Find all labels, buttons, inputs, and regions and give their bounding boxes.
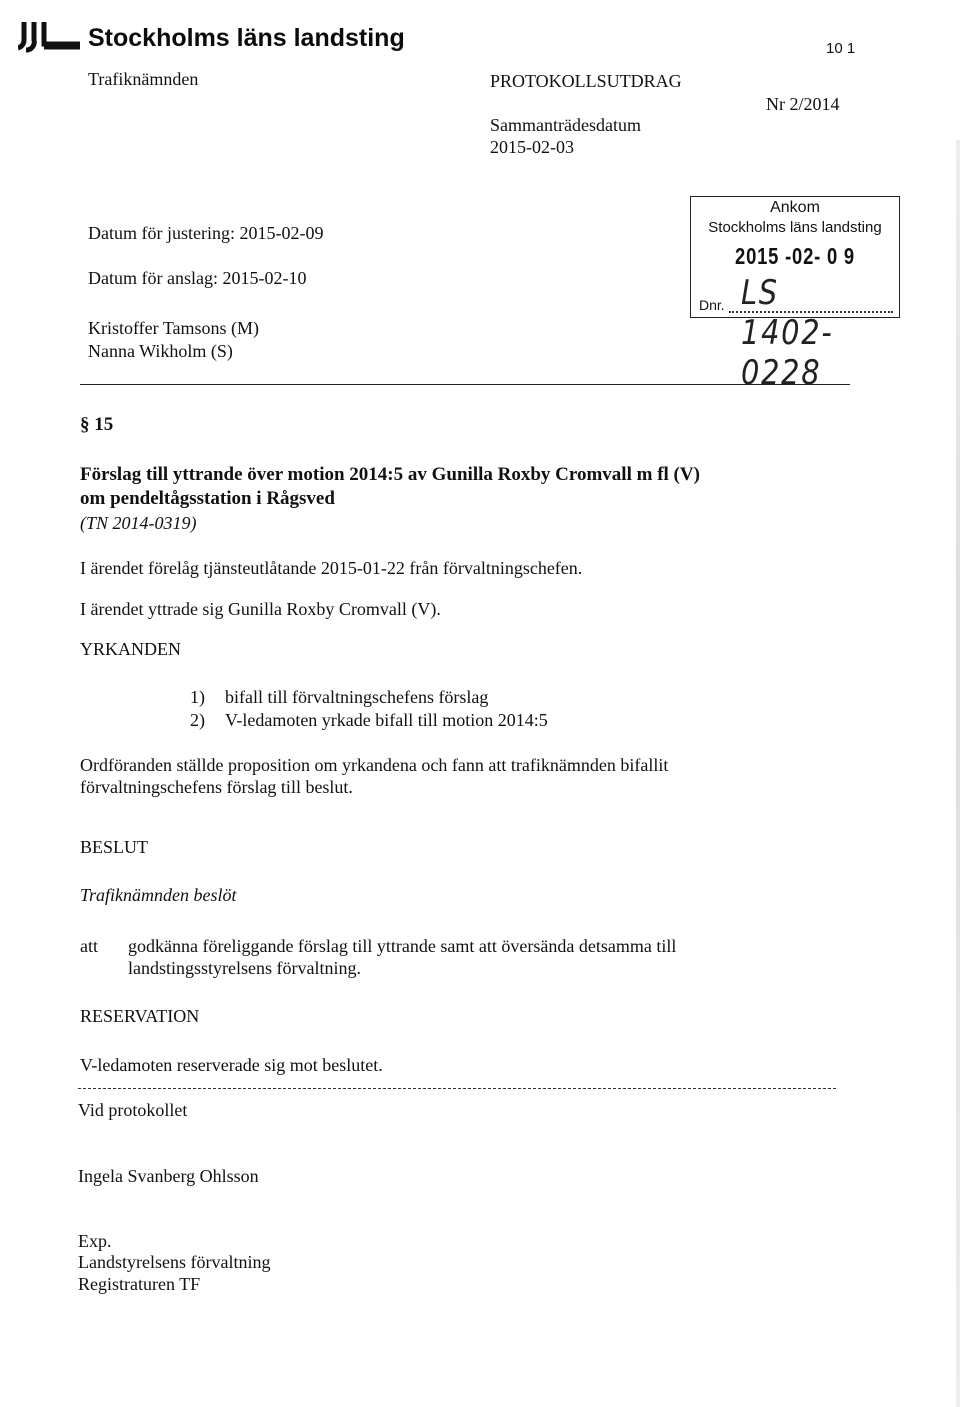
- reservation-text: V-ledamoten reserverade sig mot beslutet.: [80, 1055, 383, 1075]
- beslut-heading: BESLUT: [80, 837, 149, 857]
- section-title-line2: om pendeltågsstation i Rågsved: [80, 488, 335, 509]
- att-line1: godkänna föreliggande förslag till yttrande samt att översända detsamma till: [128, 936, 677, 956]
- stamp-dnr-handwritten: LS 1402-0228: [741, 273, 834, 393]
- yrkanden-heading: YRKANDEN: [80, 639, 181, 659]
- vid-protokollet: Vid protokollet: [78, 1100, 188, 1120]
- meeting-date-label: Sammanträdesdatum: [490, 115, 641, 135]
- att-label: att: [80, 936, 98, 956]
- justerare-2: Nanna Wikholm (S): [88, 341, 233, 361]
- stamp-title: Ankom: [770, 199, 820, 216]
- paragraph-yttrade: I ärendet yttrade sig Gunilla Roxby Cromvall (V).: [80, 599, 441, 619]
- yrkande-2-text: V-ledamoten yrkade bifall till motion 2014:5: [225, 710, 548, 730]
- reservation-heading: RESERVATION: [80, 1006, 200, 1026]
- scan-edge: [956, 140, 960, 1407]
- section-title-line1: Förslag till yttrande över motion 2014:5 av Gunilla Roxby Cromvall m fl (V): [80, 464, 700, 485]
- protocol-number: Nr 2/2014: [766, 94, 840, 114]
- page-number: 10 1: [826, 40, 856, 57]
- paragraph-tjansteutlatande: I ärendet förelåg tjänsteutlåtande 2015-01-22 från förvaltningschefen.: [80, 558, 583, 578]
- beslut-subheading: Trafiknämnden beslöt: [80, 885, 237, 905]
- section-number: § 15: [80, 414, 114, 435]
- stamp-dotted-line: [729, 311, 893, 313]
- header-divider: [80, 384, 850, 385]
- anslag-date: Datum för anslag: 2015-02-10: [88, 268, 307, 288]
- organization-name: Stockholms läns landsting: [88, 24, 405, 52]
- section-title: [80, 463, 860, 511]
- att-line2: landstingsstyrelsens förvaltning.: [128, 958, 361, 978]
- ordforanden-line1: Ordföranden ställde proposition om yrkandena och fann att trafiknämnden bifallit: [80, 755, 669, 775]
- signature-divider: [78, 1088, 836, 1089]
- exp-recipient-2: Registraturen TF: [78, 1274, 201, 1294]
- stamp-organization: Stockholms läns landsting: [708, 219, 882, 236]
- document-type: PROTOKOLLSUTDRAG: [490, 71, 682, 91]
- stamp-date: 2015 -02- 0 9: [735, 243, 855, 269]
- ordforanden-line2: förvaltningschefens förslag till beslut.: [80, 777, 353, 797]
- committee-name: Trafiknämnden: [88, 69, 199, 89]
- yrkande-2-number: 2): [190, 710, 205, 730]
- section-reference: (TN 2014-0319): [80, 513, 197, 533]
- signer-name: Ingela Svanberg Ohlsson: [78, 1166, 259, 1186]
- exp-label: Exp.: [78, 1231, 112, 1251]
- stamp-dnr-label: Dnr.: [699, 297, 725, 313]
- sll-logo-icon: [18, 18, 80, 54]
- yrkande-1-number: 1): [190, 687, 205, 707]
- meeting-date: 2015-02-03: [490, 137, 574, 157]
- yrkande-1-text: bifall till förvaltningschefens förslag: [225, 687, 489, 707]
- justerare-1: Kristoffer Tamsons (M): [88, 318, 260, 338]
- exp-recipient-1: Landstyrelsens förvaltning: [78, 1252, 271, 1272]
- justering-date: Datum för justering: 2015-02-09: [88, 223, 324, 243]
- received-stamp: [690, 196, 900, 393]
